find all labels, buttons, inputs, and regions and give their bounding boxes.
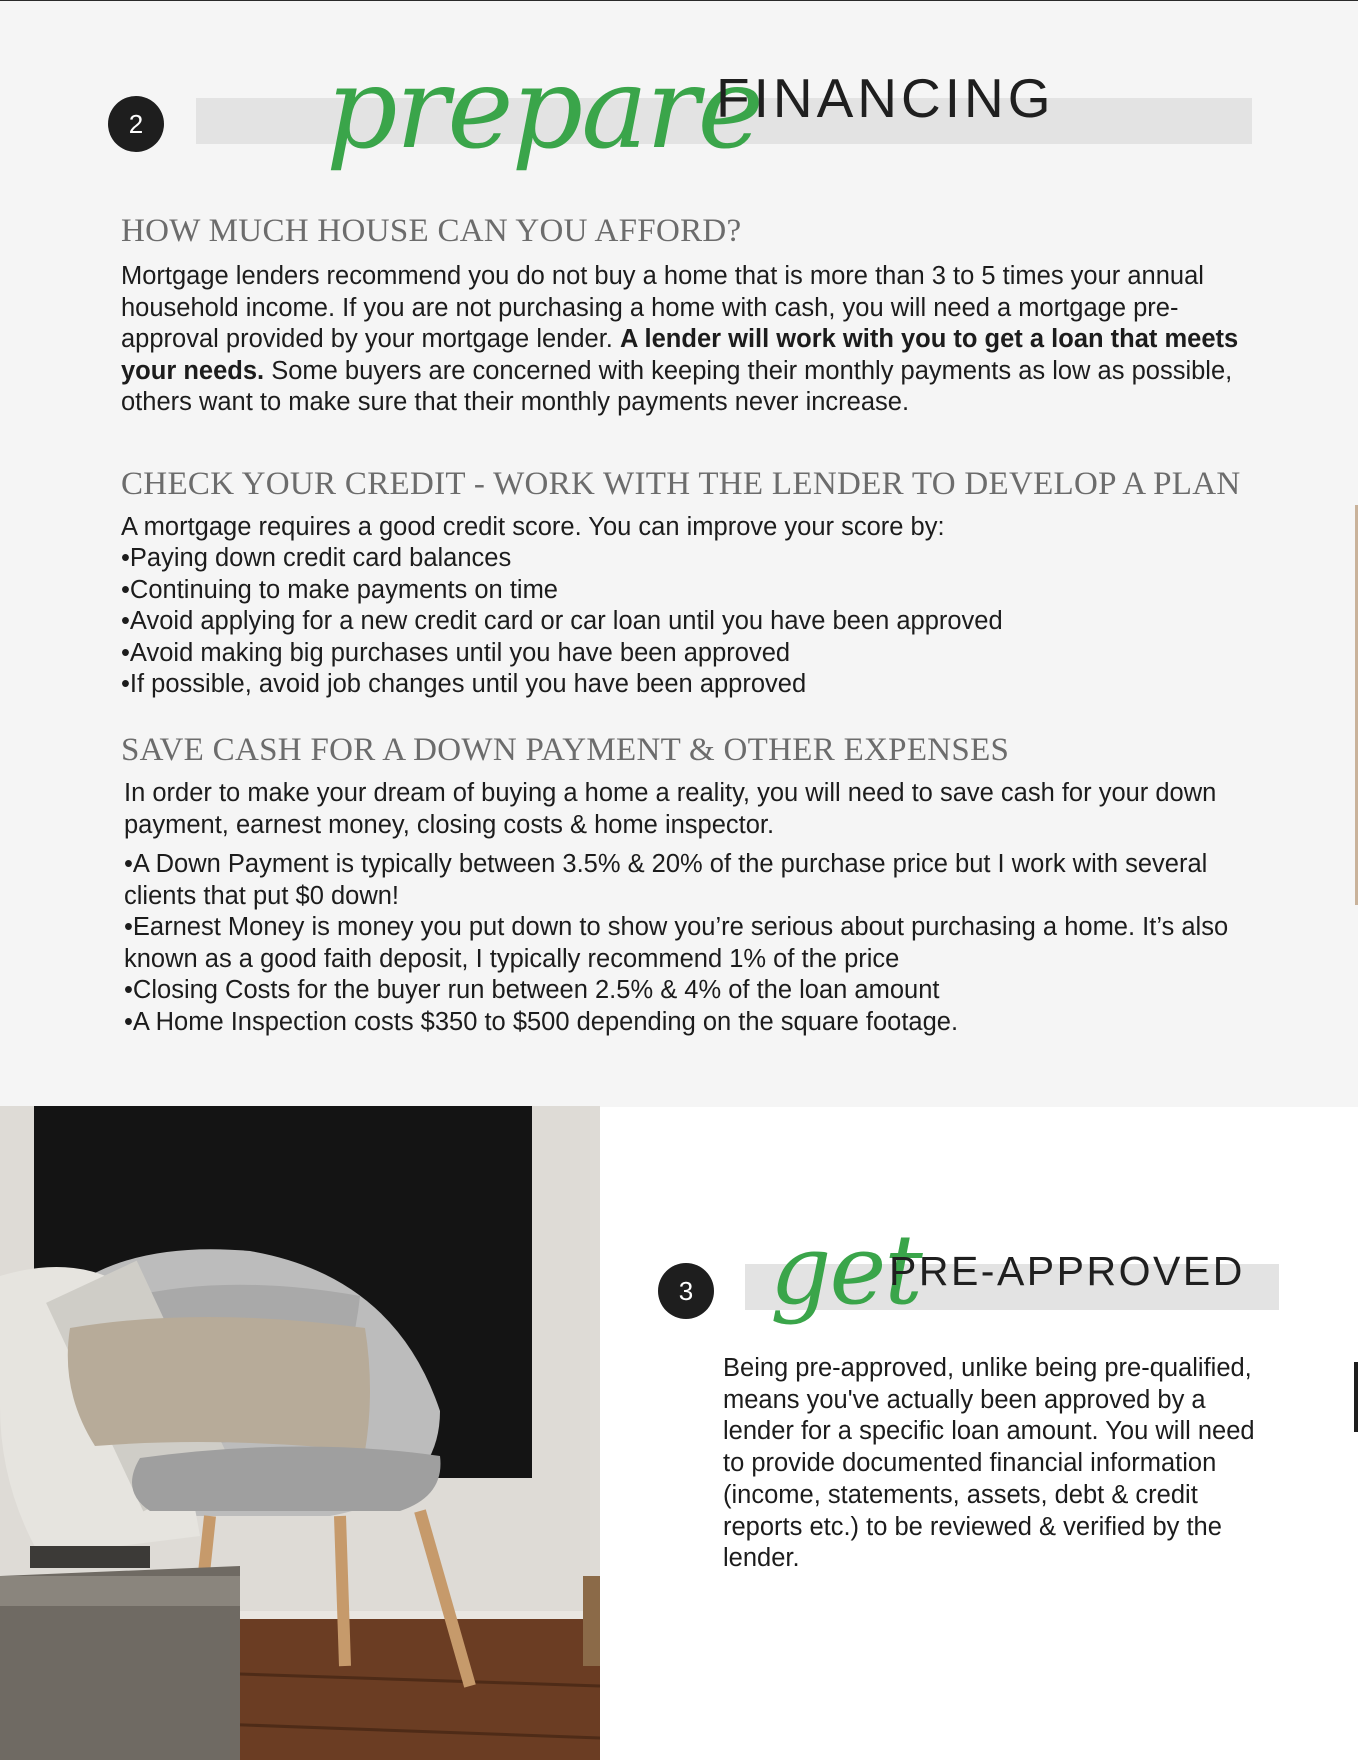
list-item: •If possible, avoid job changes until you have been approved bbox=[121, 670, 807, 698]
title-script-word: prepare bbox=[326, 44, 762, 174]
list-item: •Continuing to make payments on time bbox=[121, 575, 558, 604]
section-heading-credit: CHECK YOUR CREDIT - WORK WITH THE LENDER TO DEVELOP A PLAN bbox=[121, 466, 1241, 502]
title-caps-word: FINANCING bbox=[716, 67, 1055, 129]
savings-intro: In order to make your dream of buying a home a reality, you will need to save cash for your down payment, earnest money, closing costs & home inspector. bbox=[124, 779, 1217, 839]
list-item: •Paying down credit card balances bbox=[121, 544, 512, 572]
list-item: •A Home Inspection costs $350 to $500 depending on the square footage. bbox=[124, 1007, 959, 1036]
armchair-illustration bbox=[0, 1106, 600, 1760]
pre-approved-paragraph: Being pre-approved, unlike being pre-qualified, means you've actually been approved by a lender for a specific loan amount. You will need to provide documented financial information (income, statements, assets, debt & credit reports etc.) to be reviewed & verified by the lender. bbox=[723, 1354, 1255, 1573]
afford-text-a: Mortgage lenders recommend you do not buy a home that is more than 3 to 5 times your annual household income. If you are not purchasing a home with cash, you will need a mortgage pre-approval provided by your mortgage lender. bbox=[121, 262, 1204, 353]
credit-intro: A mortgage requires a good credit score. You can improve your score by: bbox=[121, 513, 945, 541]
section-heading-afford: HOW MUCH HOUSE CAN YOU AFFORD? bbox=[121, 213, 742, 249]
list-item: •A Down Payment is typically between 3.5% & 20% of the purchase price but I work with several clients that put $0 down! bbox=[124, 850, 1208, 910]
list-item: •Closing Costs for the buyer run between 2.5% & 4% of the loan amount bbox=[124, 976, 940, 1004]
afford-text-b: Some buyers are concerned with keeping their monthly payments as low as possible, others want to make sure that their monthly payments never increase. bbox=[121, 356, 1233, 416]
list-item: •Earnest Money is money you put down to show you’re serious about purchasing a home. It’s also known as a good faith deposit, I typically recommend 1% of the price bbox=[124, 913, 1229, 973]
armchair-photo bbox=[0, 1106, 600, 1760]
step-number-badge: 2 bbox=[108, 96, 164, 152]
edge-decoration bbox=[1354, 1362, 1358, 1432]
afford-paragraph bbox=[121, 261, 1261, 419]
afford-text-bold: A lender will work with you to get a loan that meets your needs. bbox=[121, 325, 1239, 385]
savings-expenses-list bbox=[124, 849, 1234, 1038]
list-item: •Avoid applying for a new credit card or car loan until you have been approved bbox=[121, 607, 1003, 635]
list-item: •Avoid making big purchases until you have been approved bbox=[121, 638, 791, 667]
credit-tips-list bbox=[121, 543, 1261, 701]
step-number-badge: 3 bbox=[658, 1263, 714, 1319]
section-heading-savings: SAVE CASH FOR A DOWN PAYMENT & OTHER EXPENSES bbox=[121, 732, 1010, 768]
title-script-word: get bbox=[770, 1214, 921, 1326]
title-caps-word: PRE-APPROVED bbox=[889, 1248, 1245, 1294]
